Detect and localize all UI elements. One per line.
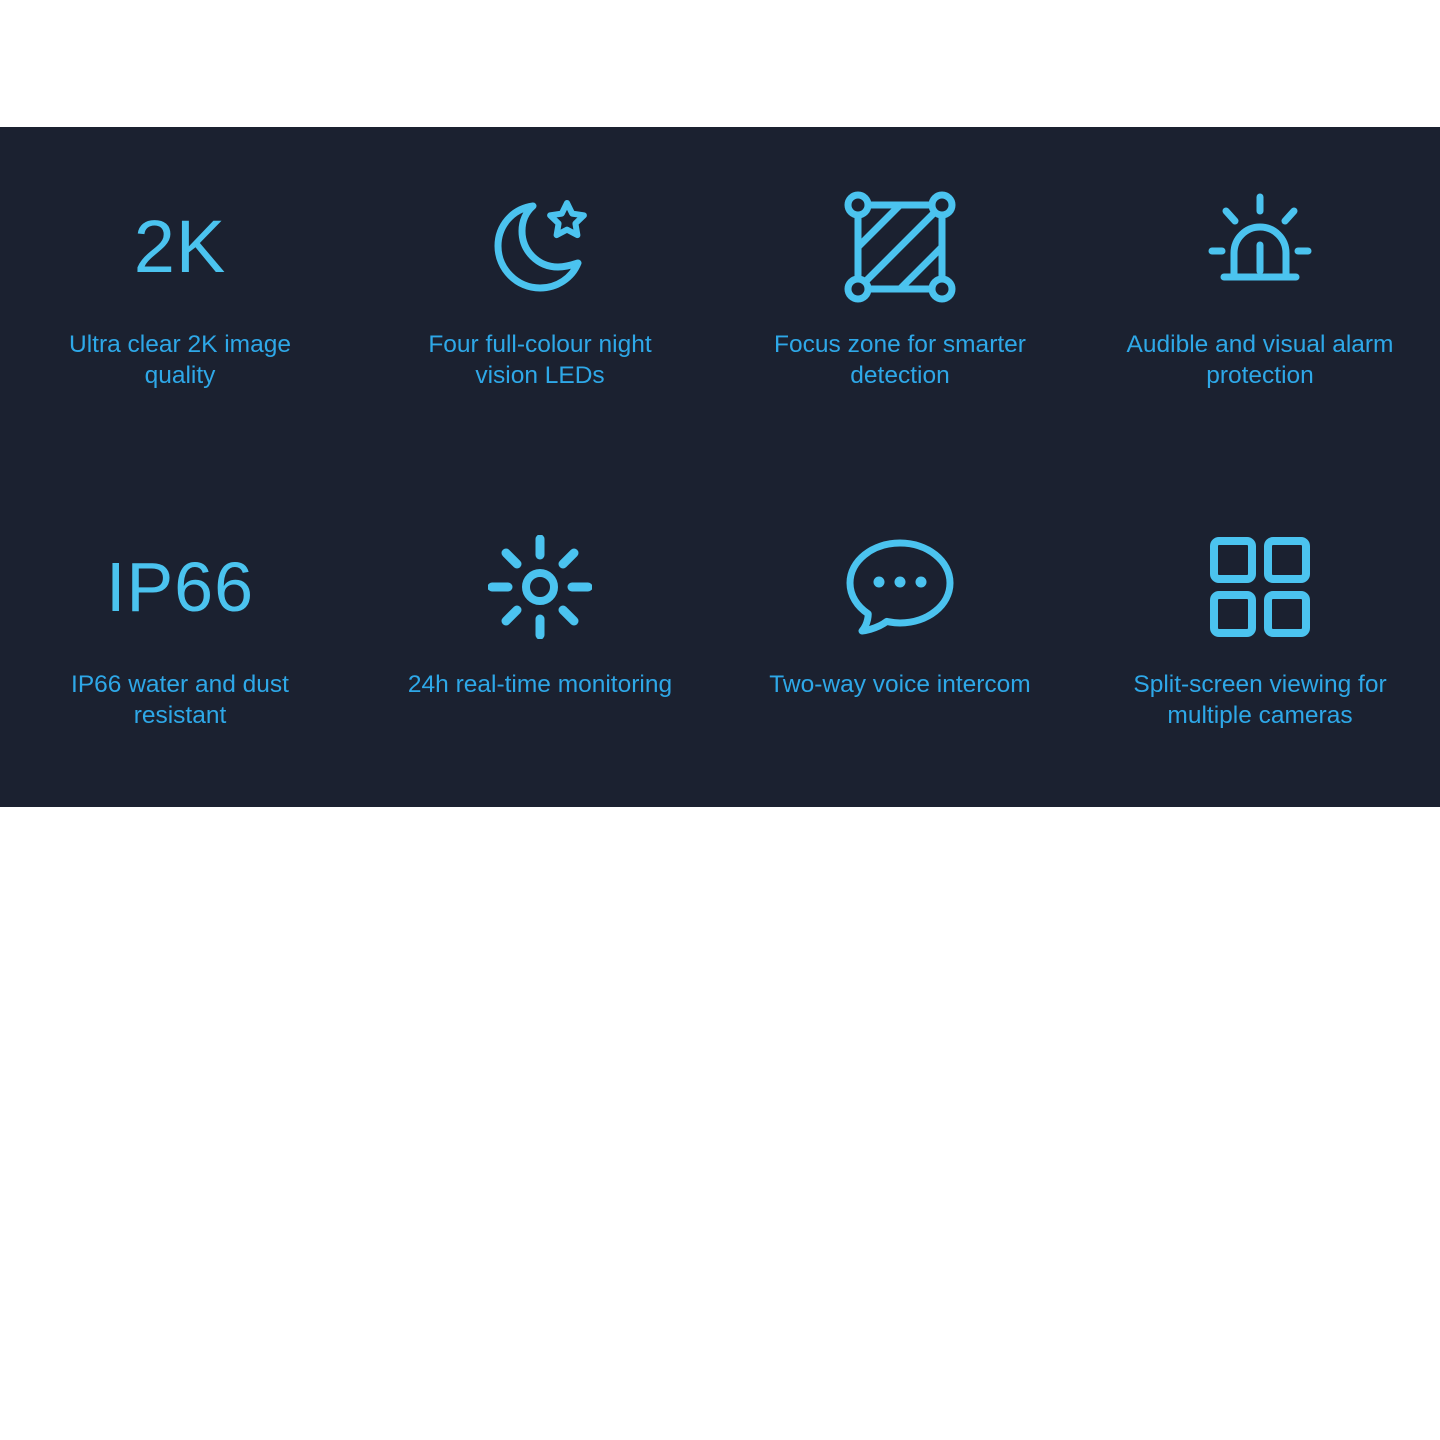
feature-caption: 24h real-time monitoring bbox=[407, 671, 673, 698]
feature-caption: Two-way voice intercom bbox=[769, 671, 1031, 698]
feature-caption: Four full-colour night vision LEDs bbox=[428, 331, 652, 390]
feature-item-ip66 bbox=[0, 467, 360, 807]
2k-resolution-icon bbox=[134, 187, 227, 307]
feature-caption: Focus zone for smarter detection bbox=[774, 331, 1026, 390]
sun-rays-icon bbox=[488, 527, 592, 647]
feature-item-2k bbox=[0, 127, 360, 467]
feature-caption: IP66 water and dust resistant bbox=[71, 671, 289, 730]
feature-caption: Audible and visual alarm protection bbox=[1126, 331, 1394, 390]
feature-caption: Split-screen viewing for multiple cameras bbox=[1133, 671, 1387, 730]
ip66-rating-label: IP66 bbox=[106, 548, 254, 626]
split-screen-grid-icon bbox=[1210, 527, 1310, 647]
feature-caption: Ultra clear 2K image quality bbox=[69, 331, 291, 390]
feature-grid bbox=[0, 127, 1440, 807]
speech-bubble-icon bbox=[844, 527, 956, 647]
2k-resolution-label: 2K bbox=[133, 205, 227, 288]
feature-item-intercom bbox=[720, 467, 1080, 807]
feature-item-alarm bbox=[1080, 127, 1440, 467]
feature-item-monitoring bbox=[360, 467, 720, 807]
feature-item-night-vision bbox=[360, 127, 720, 467]
focus-zone-icon bbox=[844, 187, 956, 307]
feature-item-split-screen bbox=[1080, 467, 1440, 807]
moon-star-icon bbox=[486, 187, 594, 307]
alarm-siren-icon bbox=[1204, 187, 1316, 307]
feature-banner bbox=[0, 127, 1440, 807]
ip66-rating-icon bbox=[106, 527, 254, 647]
feature-item-focus-zone bbox=[720, 127, 1080, 467]
